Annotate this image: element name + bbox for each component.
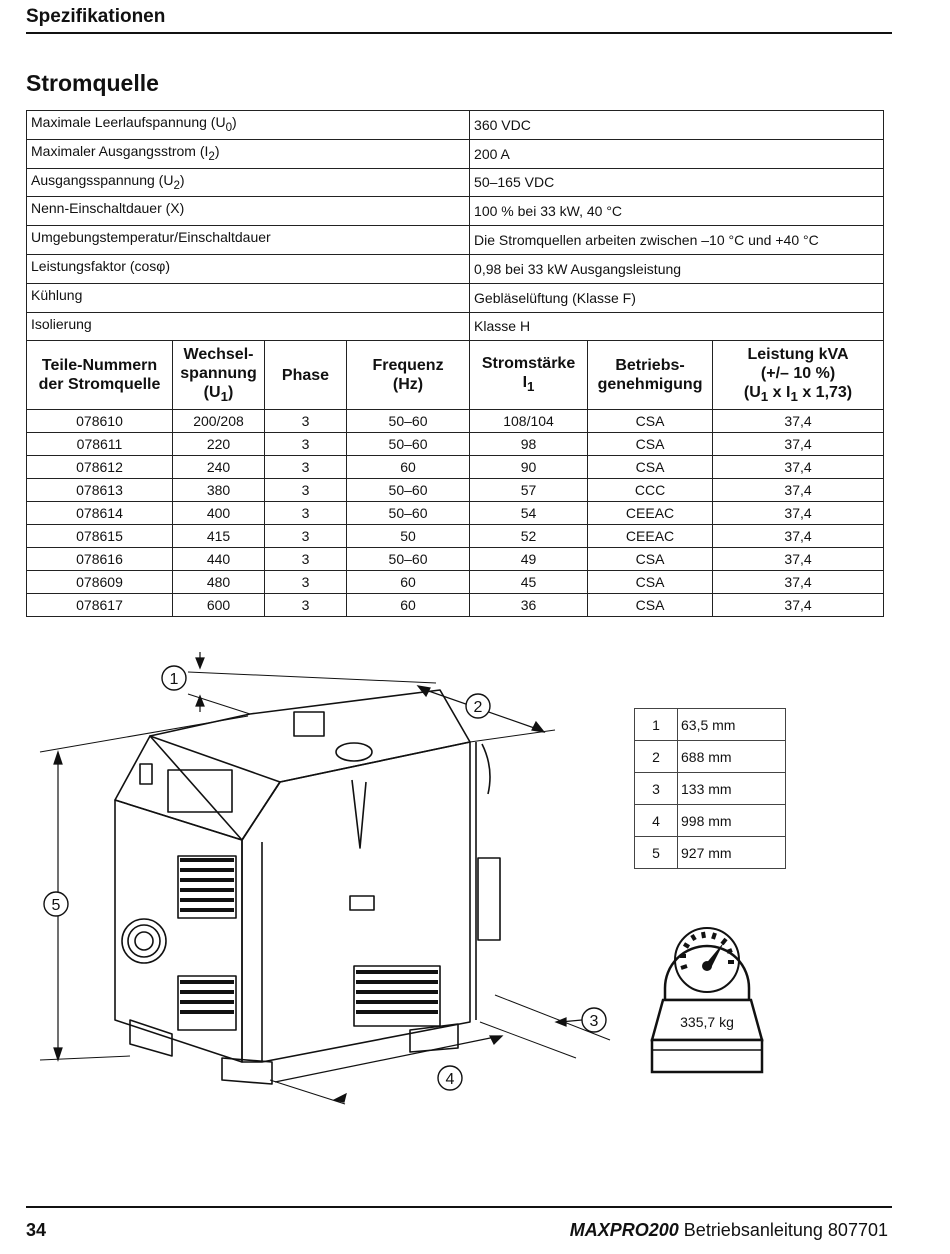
col-power-kva-part: 1: [790, 388, 798, 404]
callout-label-3: 3: [589, 1013, 599, 1030]
parts-header-row: [27, 341, 884, 410]
col-power-kva-part: Leistung kVA: [747, 345, 849, 363]
spec-label-text: Isolierung: [31, 315, 92, 332]
table-cell: 49: [470, 548, 588, 571]
table-cell: 220: [173, 433, 265, 456]
col-part-number-part: der Stromquelle: [38, 376, 161, 394]
spec-row: [27, 283, 884, 312]
dimension-row: [635, 805, 786, 837]
col-voltage-part: 1: [220, 388, 228, 404]
spec-label: [27, 168, 470, 197]
spec-row: [27, 226, 884, 255]
dimension-row: [635, 837, 786, 869]
dimension-value: 688 mm: [678, 741, 786, 773]
dimension-value: 998 mm: [678, 805, 786, 837]
table-cell: 98: [470, 433, 588, 456]
weight-label: 335,7 kg: [680, 1014, 734, 1030]
table-cell: 3: [265, 410, 347, 433]
col-frequency-part: Frequenz: [372, 357, 444, 375]
spec-label-after: ): [179, 171, 185, 188]
table-cell: 078616: [27, 548, 173, 571]
callout-label-4: 4: [445, 1071, 455, 1088]
spec-value: Klasse H: [470, 312, 884, 341]
col-voltage-part: (U: [203, 383, 221, 401]
table-cell: 400: [173, 502, 265, 525]
spec-label-text: Kühlung: [31, 286, 83, 303]
table-cell: 3: [265, 548, 347, 571]
footer-doc-title: [570, 1220, 888, 1241]
col-power-kva-part: 1: [760, 388, 769, 404]
col-approval-part: genehmigung: [597, 376, 703, 394]
spec-label-text: Maximaler Ausgangsstrom (I: [31, 142, 209, 159]
col-voltage-part: spannung: [180, 364, 257, 382]
page-header-title: Spezifikationen: [26, 6, 166, 27]
spec-label: [27, 312, 470, 341]
col-power-kva-part: (U: [743, 383, 761, 401]
table-cell: CCC: [588, 479, 713, 502]
spec-label: [27, 111, 470, 140]
spec-label-text: Maximale Leerlaufspannung (U: [31, 114, 226, 130]
table-cell: 240: [173, 456, 265, 479]
table-cell: 3: [265, 502, 347, 525]
spec-label: [27, 283, 470, 312]
dimension-row: [635, 741, 786, 773]
dimension-value: 927 mm: [678, 837, 786, 869]
table-cell: 078609: [27, 571, 173, 594]
spec-row: [27, 312, 884, 341]
spec-label: [27, 139, 470, 168]
table-row: [27, 594, 884, 617]
spec-row: [27, 254, 884, 283]
spec-label-after: ): [214, 142, 220, 159]
footer-brand: MAXPRO200: [569, 1220, 679, 1240]
table-row: [27, 571, 884, 594]
table-cell: 078612: [27, 456, 173, 479]
table-cell: 52: [470, 525, 588, 548]
table-cell: 50–60: [347, 410, 470, 433]
col-phase: [265, 341, 347, 410]
callout-label-5: 5: [51, 897, 61, 914]
table-cell: 90: [470, 456, 588, 479]
table-cell: CSA: [588, 548, 713, 571]
dimension-number: 1: [635, 709, 678, 741]
table-cell: 50–60: [347, 502, 470, 525]
table-cell: 37,4: [713, 456, 884, 479]
col-power-kva: [713, 341, 884, 410]
spec-label: [27, 254, 470, 283]
table-cell: 480: [173, 571, 265, 594]
table-cell: 078613: [27, 479, 173, 502]
table-cell: 440: [173, 548, 265, 571]
table-cell: 078610: [27, 410, 173, 433]
spec-label-sub: 2: [173, 178, 180, 192]
table-cell: CSA: [588, 456, 713, 479]
spec-value: 100 % bei 33 kW, 40 °C: [470, 197, 884, 226]
col-voltage-part: Wechsel-: [183, 345, 254, 363]
header-divider: [26, 32, 892, 34]
col-voltage: [173, 341, 265, 410]
dimension-number: 2: [635, 741, 678, 773]
spec-label-text: Nenn-Einschaltdauer (X): [31, 200, 185, 217]
table-cell: 3: [265, 571, 347, 594]
dimension-value: 133 mm: [678, 773, 786, 805]
scale-icon: [652, 928, 762, 1072]
table-cell: 50: [347, 525, 470, 548]
table-row: [27, 479, 884, 502]
table-cell: CSA: [588, 433, 713, 456]
callout-label-1: 1: [169, 671, 179, 688]
col-phase-part: Phase: [281, 366, 330, 384]
col-power-kva-part: (+/– 10 %): [760, 364, 836, 382]
spec-row: [27, 197, 884, 226]
spec-value: 200 A: [470, 139, 884, 168]
spec-label-after: ): [232, 114, 237, 130]
table-cell: CEEAC: [588, 525, 713, 548]
spec-label-sub: 2: [208, 149, 215, 163]
table-cell: 415: [173, 525, 265, 548]
table-cell: CEEAC: [588, 502, 713, 525]
table-cell: 3: [265, 525, 347, 548]
spec-value: 50–165 VDC: [470, 168, 884, 197]
dimension-row: [635, 773, 786, 805]
power-supply-spec-table: [26, 110, 884, 617]
col-voltage-part: ): [227, 383, 234, 401]
table-cell: 200/208: [173, 410, 265, 433]
table-cell: 108/104: [470, 410, 588, 433]
table-cell: 36: [470, 594, 588, 617]
table-cell: 57: [470, 479, 588, 502]
spec-label: [27, 197, 470, 226]
col-approval-part: Betriebs-: [615, 357, 685, 375]
col-frequency-part: (Hz): [392, 376, 424, 394]
table-row: [27, 525, 884, 548]
spec-row: [27, 111, 884, 140]
table-row: [27, 410, 884, 433]
table-cell: 60: [347, 594, 470, 617]
table-cell: 60: [347, 456, 470, 479]
spec-value: 360 VDC: [470, 111, 884, 140]
table-cell: 078615: [27, 525, 173, 548]
table-cell: 37,4: [713, 502, 884, 525]
spec-label-text: Ausgangsspannung (U: [31, 171, 174, 188]
table-cell: 37,4: [713, 525, 884, 548]
spec-value: Die Stromquellen arbeiten zwischen –10 °C und +40 °C: [470, 226, 884, 255]
table-row: [27, 548, 884, 571]
table-cell: 37,4: [713, 433, 884, 456]
col-current-part: Stromstärke: [481, 355, 576, 373]
col-power-kva-part: x 1,73): [797, 383, 853, 401]
col-part-number: [27, 341, 173, 410]
spec-value: Gebläselüftung (Klasse F): [470, 283, 884, 312]
table-cell: 37,4: [713, 571, 884, 594]
table-cell: 380: [173, 479, 265, 502]
table-cell: CSA: [588, 594, 713, 617]
table-cell: 3: [265, 456, 347, 479]
dimension-number: 5: [635, 837, 678, 869]
table-cell: 54: [470, 502, 588, 525]
spec-label-text: Umgebungstemperatur/Einschaltdauer: [31, 229, 271, 246]
table-cell: 3: [265, 594, 347, 617]
page-number: 34: [26, 1220, 47, 1240]
table-cell: 37,4: [713, 548, 884, 571]
section-title: Stromquelle: [26, 70, 159, 96]
spec-label-text: Leistungsfaktor (cosφ): [31, 257, 171, 274]
table-cell: 37,4: [713, 410, 884, 433]
table-cell: 45: [470, 571, 588, 594]
col-current-part: I: [522, 374, 528, 392]
dimension-number: 3: [635, 773, 678, 805]
footer-doc-name: Betriebsanleitung: [683, 1220, 823, 1240]
table-cell: CSA: [588, 571, 713, 594]
col-current-part: 1: [527, 379, 535, 395]
table-cell: 3: [265, 479, 347, 502]
table-row: [27, 502, 884, 525]
table-cell: 50–60: [347, 479, 470, 502]
table-cell: 3: [265, 433, 347, 456]
col-approval: [588, 341, 713, 410]
col-frequency: [347, 341, 470, 410]
dimension-row: [635, 709, 786, 741]
footer-doc-number: 807701: [827, 1220, 888, 1240]
col-part-number-part: Teile-Nummern: [41, 357, 158, 375]
table-cell: 37,4: [713, 479, 884, 502]
table-cell: 37,4: [713, 594, 884, 617]
table-cell: 078611: [27, 433, 173, 456]
table-cell: 50–60: [347, 548, 470, 571]
table-cell: 078614: [27, 502, 173, 525]
col-current: [470, 341, 588, 410]
dimension-value: 63,5 mm: [678, 709, 786, 741]
table-cell: 60: [347, 571, 470, 594]
spec-label: [27, 226, 470, 255]
spec-row: [27, 168, 884, 197]
power-supply-dimension-drawing: [0, 640, 950, 1110]
dimension-number: 4: [635, 805, 678, 837]
dimension-table: [634, 708, 786, 869]
table-row: [27, 456, 884, 479]
spec-label-sub: 0: [225, 120, 233, 134]
table-row: [27, 433, 884, 456]
table-cell: 078617: [27, 594, 173, 617]
spec-value: 0,98 bei 33 kW Ausgangsleistung: [470, 254, 884, 283]
callout-label-2: 2: [473, 699, 483, 716]
col-power-kva-part: x I: [768, 383, 791, 401]
spec-row: [27, 139, 884, 168]
table-cell: CSA: [588, 410, 713, 433]
footer-divider: [26, 1206, 892, 1208]
table-cell: 50–60: [347, 433, 470, 456]
table-cell: 600: [173, 594, 265, 617]
